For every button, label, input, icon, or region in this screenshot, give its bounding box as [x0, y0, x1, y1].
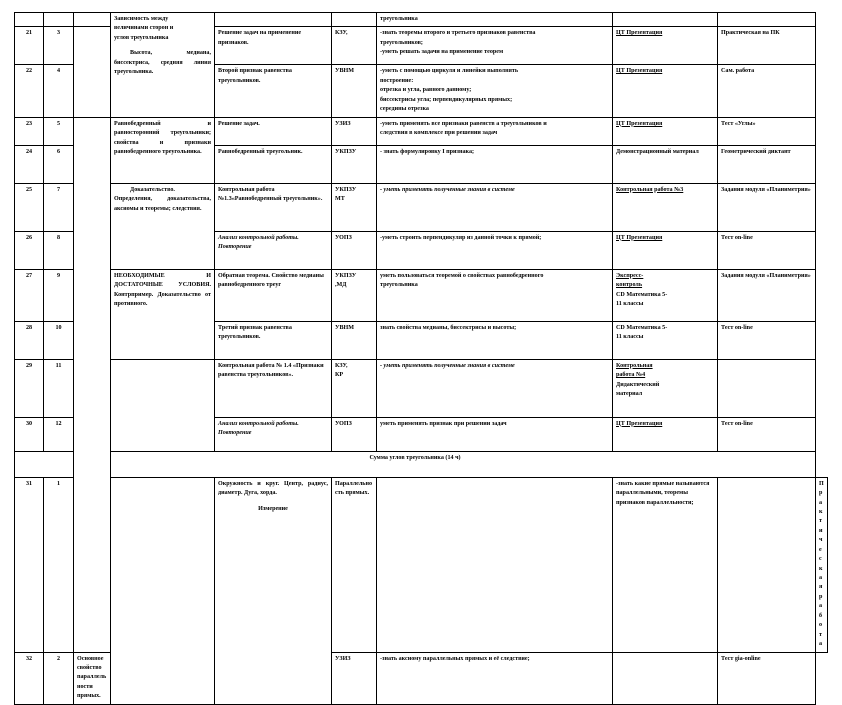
cell-code: УВНМ [332, 65, 377, 117]
code-line: УКПЗУ [335, 186, 357, 193]
resource-line: CD Математика 5- [616, 291, 668, 298]
cell-seq [44, 13, 74, 27]
req-line: -знать теоремы второго и третьего признаков равенства [380, 30, 536, 37]
req-line: уметь применять признак при решении задач [380, 420, 507, 427]
cell-num: 25 [15, 183, 44, 231]
cell-num: 27 [15, 269, 44, 321]
cell-topic [215, 269, 332, 321]
req-line: -знать какие прямые называются параллельными, теоремы [616, 480, 710, 497]
table-row [15, 269, 828, 321]
cell-num: 29 [15, 359, 44, 417]
cell-code: УОПЗ [332, 231, 377, 269]
cell-blank [111, 477, 215, 704]
cell-num [15, 13, 44, 27]
cell-blank [74, 27, 111, 117]
req-line: уметь пользоваться теоремой о свойствах равнобедренного [380, 272, 544, 279]
cell-resources [613, 359, 718, 417]
cell-control: Тест on-line [718, 321, 816, 359]
cell-num: 24 [15, 145, 44, 183]
cell-code: УЗИЗ [332, 117, 377, 145]
cell-blank [74, 117, 111, 652]
cell-num: 32 [15, 652, 44, 704]
cell-control: Тест gia-online [718, 652, 816, 704]
cell-code: КЗУ, [332, 27, 377, 65]
cell-code [332, 359, 377, 417]
cell-topic [215, 417, 332, 451]
resource-line: Контрольная [616, 362, 653, 369]
req-line: - уметь применять полученные знания в системе [380, 362, 515, 369]
topic-text: Параллельность прямых. [335, 480, 373, 497]
content-text: Доказательство. Определения, доказательства, аксиомы и теоремы; следствия. [114, 186, 211, 212]
cell-control: Тест on-line [718, 231, 816, 269]
table-row [15, 183, 828, 231]
cell-topic [215, 13, 332, 27]
cell-seq: 5 [44, 117, 74, 145]
cell-resources: ЦТ Презентация [613, 117, 718, 145]
req-line: -уметь применять все признаки равенств а треугольников и [380, 120, 547, 127]
cell-content [215, 477, 332, 704]
req-line: -уметь с помощью циркуля и линейки выполнять [380, 68, 519, 75]
cell-resources: ЦТ Презентация [613, 417, 718, 451]
cell-topic [215, 321, 332, 359]
table-row [15, 359, 828, 417]
cell-seq: 3 [44, 27, 74, 65]
cell-code: УЗИЗ [332, 652, 377, 704]
cell-code: УОПЗ [332, 417, 377, 451]
cell-code [377, 477, 613, 652]
cell-topic [215, 183, 332, 231]
cell-requirements [377, 359, 613, 417]
req-line: треугольника [380, 282, 418, 289]
cell-requirements: треугольника [377, 13, 613, 27]
cell-content [111, 117, 215, 183]
cell-requirements [377, 65, 613, 117]
content-line: величинами сторон и [114, 25, 174, 32]
cell-topic [332, 477, 377, 652]
cell-seq: 2 [44, 652, 74, 704]
cell-requirements [377, 27, 613, 65]
resource-line: Экспресс- [616, 272, 644, 279]
cell-requirements [377, 321, 613, 359]
req-line: -уметь строить перпендикуляр из данной точки к прямой; [380, 234, 542, 241]
cell-code [332, 13, 377, 27]
cell-topic [215, 117, 332, 145]
cell-requirements [377, 417, 613, 451]
cell-num: 26 [15, 231, 44, 269]
req-line: треугольников; [380, 39, 423, 46]
cell-num: 22 [15, 65, 44, 117]
resource-line: 11 классы [616, 300, 644, 307]
cell-content [111, 13, 215, 118]
resource-line: 11 классы [616, 334, 644, 341]
cell-resources [613, 269, 718, 321]
cell-seq: 10 [44, 321, 74, 359]
cell-num: 21 [15, 27, 44, 65]
table-row-section [15, 451, 828, 477]
cell-topic [215, 145, 332, 183]
cell-control: Геометрический диктант [718, 145, 816, 183]
cell-seq: 7 [44, 183, 74, 231]
cell-resources: ЦТ Презентация [613, 65, 718, 117]
cell-requirements [613, 477, 718, 652]
cell-topic [74, 652, 111, 704]
topic-text: Третий признак равенства треугольников. [218, 324, 292, 341]
cell-topic [215, 27, 332, 65]
cell-requirements [377, 183, 613, 231]
code-line: УКПЗУ [335, 272, 357, 279]
cell-topic [215, 65, 332, 117]
req-line: - уметь применять полученные знания в системе [380, 186, 515, 193]
req-line: -уметь решать задачи на применение теорем [380, 49, 504, 56]
cell-seq: 12 [44, 417, 74, 451]
content-text: НЕОБХОДИМЫЕ И ДОСТАТОЧНЫЕ УСЛОВИЯ. Контрпример. Доказательство от противного. [114, 272, 211, 307]
topic-text: Контрольная работа № 1.4 «Признаки равенства треугольников». [218, 362, 324, 379]
table-row [15, 477, 828, 652]
table-row [15, 13, 828, 27]
cell-code: УВНМ [332, 321, 377, 359]
req-line: знать свойства медианы, биссектрисы и высоты; [380, 324, 517, 331]
topic-text: Основное свойство параллельности прямых. [77, 655, 107, 700]
code-line: МТ [335, 196, 345, 203]
topic-text: Равнобедренный треугольник. [218, 148, 303, 155]
content-text: Равнобедренный и равносторонний треугольники; свойства и признаки равнобедренного треугольника. [114, 120, 211, 155]
content-line: Высота, медиана, биссектриса, средняя линия треугольника. [114, 50, 211, 76]
req-line: -знать аксиому параллельных прямых и её следствие; [380, 655, 530, 662]
cell-content [111, 183, 215, 269]
cell-resources: ЦТ Презентация [613, 27, 718, 65]
cell-num: 28 [15, 321, 44, 359]
cell-control: Тест on-line [718, 417, 816, 451]
req-line: биссектрисы угла; перпендикулярных прямых; [380, 96, 513, 103]
cell-requirements [377, 269, 613, 321]
cell-control: Практическая на ПК [718, 27, 816, 65]
resource-text: Контрольная работа №3 [616, 186, 684, 193]
cell-seq: 11 [44, 359, 74, 417]
req-line: признаков параллельности; [616, 499, 694, 506]
cell-code [332, 183, 377, 231]
topic-text: Решение задач на применение признаков. [218, 30, 302, 46]
code-line: КЗУ, [335, 362, 348, 369]
topic-text: Второй признак равенства треугольников. [218, 68, 292, 84]
topic-text: Контрольная работа №1.3«Равнобедренный треугольник». [218, 186, 323, 203]
cell-resources [613, 321, 718, 359]
topic-text: Анализ контрольной работы. Повторение [218, 420, 299, 437]
cell-topic [215, 231, 332, 269]
cell-resources: ЦТ Презентация [613, 231, 718, 269]
resource-line: контроль [616, 282, 643, 289]
content-line: углов треугольника [114, 34, 169, 41]
cell-seq: 8 [44, 231, 74, 269]
cell-resources [613, 652, 718, 704]
resource-line: работа №4 [616, 372, 646, 379]
cell-seq: 6 [44, 145, 74, 183]
content-text: Окружность и круг. Центр, радиус, диаметр. Дуга, хорда. [218, 480, 328, 497]
cell-control [718, 359, 816, 417]
cell-code [332, 269, 377, 321]
cell-resources [718, 477, 816, 652]
cell-num: 30 [15, 417, 44, 451]
req-line: следствия в комплексе при решении задач [380, 130, 498, 137]
cell-num: 23 [15, 117, 44, 145]
content-text: Измерение [258, 505, 288, 512]
cell-seq: 1 [44, 477, 74, 652]
section-header: Сумма углов треугольника (14 ч) [15, 451, 816, 477]
cell-control: Задания модуля «Планиметрия» [718, 269, 816, 321]
cell-num: 31 [15, 477, 44, 652]
resource-line: материал [616, 390, 643, 397]
topic-text: Обратная теорема. Свойство медианы равнобедренного треуг [218, 272, 324, 289]
table-row [15, 117, 828, 145]
cell-seq: 9 [44, 269, 74, 321]
cell-code: УКПЗУ [332, 145, 377, 183]
cell-resources [613, 183, 718, 231]
code-line: ,МД [335, 282, 347, 289]
cell-requirements [377, 652, 613, 704]
cell-control: Тест «Углы» [718, 117, 816, 145]
cell-content [111, 359, 215, 451]
topic-text: Анализ контрольной работы. Повторение [218, 234, 299, 251]
code-line: КР [335, 372, 344, 379]
topic-text: Решение задач. [218, 120, 260, 127]
cell-blank [74, 13, 111, 27]
cell-seq: 4 [44, 65, 74, 117]
req-line: построение: [380, 77, 414, 84]
cell-control [718, 13, 816, 27]
cell-control: Практическая работа [816, 477, 828, 652]
cell-control: Задания модуля «Планиметрия» [718, 183, 816, 231]
req-line: - знать формулировку I признака; [380, 148, 475, 155]
cell-resources: Демонстрационный материал [613, 145, 718, 183]
resource-line: Дидактический [616, 381, 660, 388]
cell-requirements [377, 117, 613, 145]
cell-control: Сам. работа [718, 65, 816, 117]
cell-requirements [377, 231, 613, 269]
cell-resources [613, 13, 718, 27]
req-line: середины отрезка [380, 106, 429, 113]
cell-topic [215, 359, 332, 417]
content-line: Зависимость между [114, 16, 169, 22]
resource-line: CD Математика 5- [616, 324, 668, 331]
table-body [15, 13, 828, 705]
cell-content [111, 269, 215, 359]
req-line: отрезка и угла, равного данному; [380, 87, 472, 94]
cell-requirements [377, 145, 613, 183]
curriculum-planning-table [14, 12, 828, 705]
